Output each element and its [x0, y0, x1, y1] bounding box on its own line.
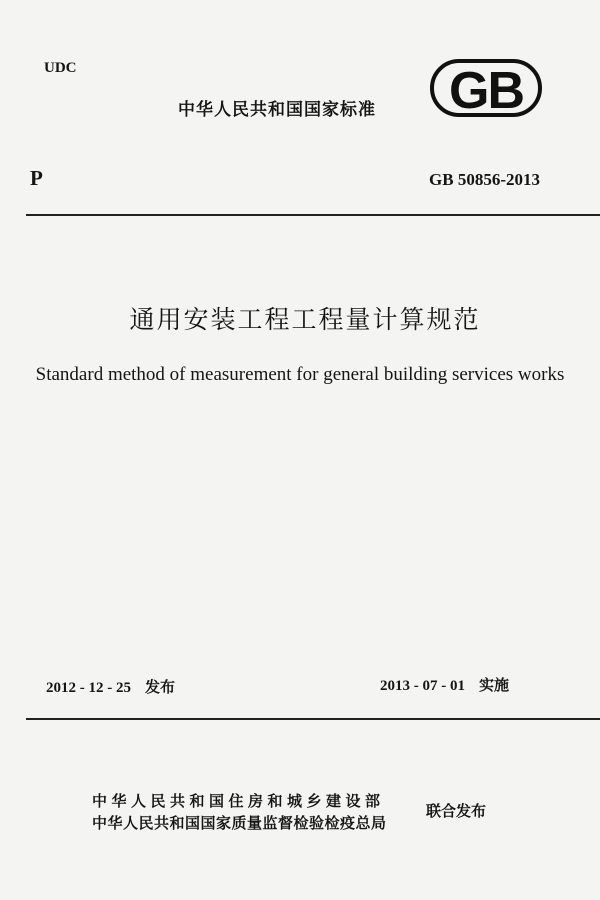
gb-logo [430, 58, 542, 118]
issuer-ministry-housing: 中华人民共和国住房和城乡建设部 [92, 792, 385, 810]
title-english: Standard method of measurement for general building services works [35, 364, 565, 385]
standard-number: GB 50856-2013 [429, 170, 540, 189]
gb-logo-text: GB [449, 62, 523, 118]
issuer-aqsiq: 中华人民共和国国家质量监督检验检疫总局 [92, 814, 387, 832]
issue-date-line [46, 676, 175, 697]
category-letter: P [30, 166, 43, 190]
issue-label: 发布 [145, 678, 176, 696]
national-standard-heading: 中华人民共和国国家标准 [178, 100, 376, 120]
bottom-divider [26, 718, 600, 720]
joint-release-label: 联合发布 [426, 802, 487, 820]
title-chinese: 通用安装工程工程量计算规范 [129, 305, 481, 334]
implementation-date: 2013 - 07 - 01 [380, 678, 465, 694]
top-divider [26, 214, 600, 216]
udc-label: UDC [44, 60, 77, 76]
issue-date: 2012 - 12 - 25 [46, 680, 131, 696]
implementation-date-line [380, 674, 509, 695]
implementation-label: 实施 [479, 676, 510, 694]
